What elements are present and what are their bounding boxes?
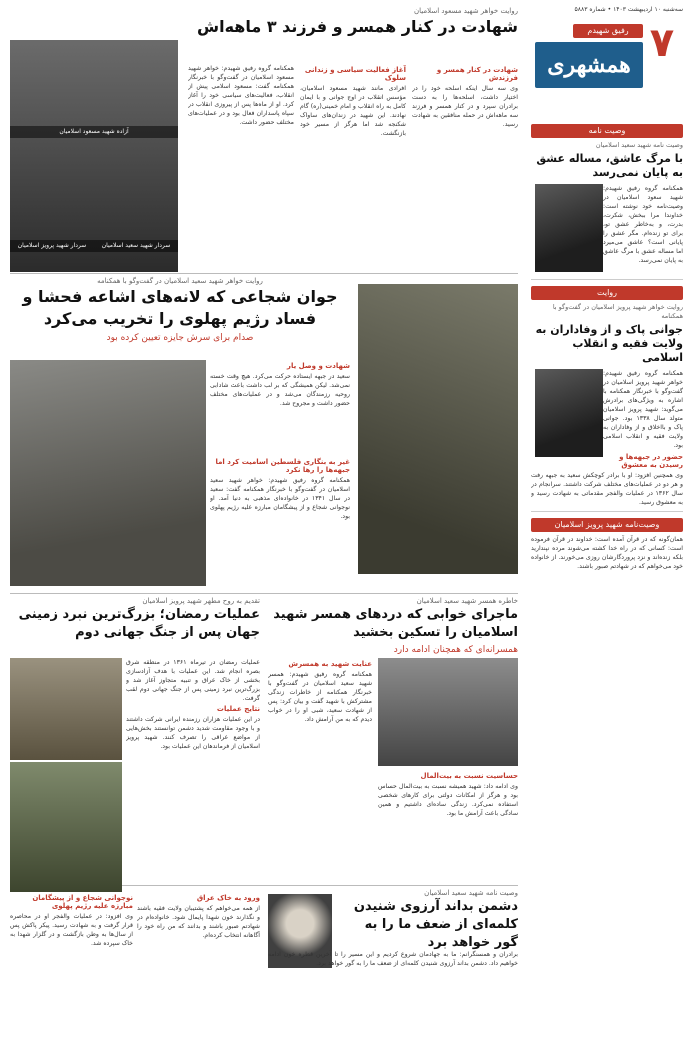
- article-ramadan: [10, 596, 260, 886]
- article-crosshead: عنایت شهید به همسرش: [288, 660, 372, 668]
- article-body: برادران و همسنگرانم: ما به جهادمان شروع کردیم و این مسیر را تا آخرین قطره خون ادامه خواهیم داد. دشمن بداند آرزوی شنیدن کلمه‌ای از ضعف ما را به گور خواهد برد.: [268, 951, 518, 967]
- article-row-three: [10, 596, 518, 886]
- article-kicker: وصیت نامه شهید سعید اسلامیان: [424, 889, 518, 897]
- article-subhead: همسرانه‌ای که همچنان ادامه دارد: [393, 645, 518, 655]
- article-headline: شهادت در کنار همسر و فرزند ۳ ماهه‌اش: [197, 17, 518, 36]
- article-body: وی سه سال اینکه اسلحه خود را در اختیار داشت، اسلحه‌ها را به دست برادران سپرد و در کنار همسر و فرزند سه ماهه‌اش در حمله منافقین به شهادت رسید.: [412, 85, 518, 128]
- article-body: همکنامه گروه رفیق شهیدم: همسر شهید سعید اسلامیان در گفت‌وگو با خبرنگار همکنامه از خاطرات زندگی مشترکش با شهید گفت و بیان کرد: پس از شهادت سعید، شبی او را در خواب دیدم که به من آرامش داد.: [268, 671, 372, 723]
- newspaper-logo: همشهری: [535, 42, 643, 88]
- prisoner-photo: [10, 360, 206, 586]
- section-tab: رفیق شهیدم: [573, 24, 643, 38]
- sidebar-text: همکنامه گروه رفیق شهیدم: شهید سعود اسلامیان در وصیت‌نامه خود نوشته است: خداوندا مرا ببخش، شکرت، بدرت، و به‌خاطر عشق تو، برای تو زنده‌ام. مگر عشق را پایانی است؟ عاشق می‌میرد اما مساله عشق با مرگ عاشق به پایان نمی‌رسد.: [603, 185, 683, 264]
- article-headline: دشمن بداند آرزوی شنیدن کلمه‌ای از ضعف ما را به گور خواهد برد: [353, 899, 518, 950]
- article-headline: جوان شجاعی که لانه‌های اشاعه فحشا و فساد رژیم پهلوی را تخریب می‌کرد: [22, 287, 338, 328]
- three-martyrs-photo: [10, 40, 178, 272]
- article-crosshead: شهادت و وصل یار: [286, 362, 350, 370]
- sidebar-text: همکنامه گروه رفیق شهیدم: خواهر شهید پرویز اسلامیان در گفت‌وگو با خبرنگار همکنامه با اشاره به ویژگی‌های برادرش می‌گوید: شهید پرویز اسلامیان متولد سال ۱۳۳۸ بود. جوانی پاک و بااخلاق و از وفاداران به ولایت فقیه و انقلاب اسلامی بود.: [603, 370, 683, 449]
- battle-photo: [10, 762, 122, 892]
- sidebar-text: همان‌گونه که در قرآن آمده است: خداوند در قرآن فرموده است: کسانی که در راه خدا کشته می‌شوند مرده نپندارید بلکه زنده‌اند و نزد پروردگارشان روزی می‌خورند. از خانواده خود می‌خواهم که در شهادتم صبور باشند.: [531, 536, 683, 570]
- article-body: در این عملیات هزاران رزمنده ایرانی شرکت داشتند و با وجود مقاومت شدید دشمن توانستند بخش‌هایی از مواضع عراقی را تصرف کنند. شهید پرویز اسلامیان از فرماندهان این عملیات بود.: [126, 716, 260, 750]
- martyr-portrait: [535, 369, 603, 457]
- article-kicker: تقدیم به روح مطهر شهید پرویز اسلامیان: [142, 597, 260, 605]
- photo-caption: سردار شهید پرویز اسلامیان: [10, 240, 94, 252]
- article-crosshead: حساسیت نسبت به بیت‌المال: [420, 772, 518, 780]
- article-crosshead: نتایج عملیات: [216, 705, 260, 713]
- article-subhead: صدام برای سرش جایزه تعیین کرده بود: [106, 333, 254, 343]
- article-body: از همه می‌خواهم که پشتیبان ولایت فقیه باشند و نگذارند خون شهدا پایمال شود. خانواده‌ام در شهادتم صبور باشند و بدانند که من راه خود را آگاهانه انتخاب کرده‌ام.: [137, 905, 260, 939]
- article-body: سعید در جبهه ایستاده حرکت می‌کرد. هیچ وقت خسته نمی‌شد. لیکن همیشگی که بر لب داشت باعث شادابی روحیه رزمندگان می‌شد و در عملیات‌های مختلف حضور داشت و مجروح شد.: [210, 373, 350, 407]
- article-brave-youth: [10, 276, 518, 594]
- article-body: عملیات رمضان در تیرماه ۱۳۶۱ در منطقه شرق بصره انجام شد. این عملیات با هدف آزادسازی بخشی از خاک عراق و تنبیه متجاوز آغاز شد و بزرگ‌ترین نبرد زمینی پس از جنگ جهانی دوم لقب گرفت.: [126, 659, 260, 702]
- article-dream: [268, 596, 518, 886]
- sidebar-block-will-1: [531, 124, 683, 280]
- sidebar-crosshead: حضور در جبهه‌ها و رسیدن به معشوق: [619, 453, 683, 469]
- sidebar-kicker: روایت خواهر شهید پرویز اسلامیان در گفت‌وگو با همکنامه: [552, 303, 683, 320]
- martyr-soldier-photo: [358, 284, 518, 574]
- sidebar-header: روایت: [531, 286, 683, 300]
- article-enemy-will: [10, 888, 518, 1032]
- martyr-portrait: [535, 184, 603, 272]
- article-crosshead: شهادت در کنار همسر و فرزندش: [436, 66, 518, 82]
- right-sidebar: [531, 124, 683, 1032]
- main-content: [10, 6, 518, 1032]
- sidebar-title: جوانی پاک و از وفاداران به ولایت فقیه و انقلاب اسلامی: [535, 323, 683, 364]
- article-kicker: روایت خواهر شهید سعید اسلامیان در گفت‌وگو با همکنامه: [97, 277, 263, 285]
- issue-date: سه‌شنبه ۱۰ اردیبهشت ۱۴۰۳ • شماره ۵۸۸۳: [574, 6, 683, 13]
- article-wife-and-child: [10, 6, 518, 274]
- article-crosshead: نوجوانی شجاع و از پیشگامان مبارزه علیه رژیم پهلوی: [32, 894, 133, 910]
- article-body: همکنامه گروه رفیق شهیدم: خواهر شهید مسعود اسلامیان در گفت‌وگو با خبرنگار همکنامه گفت: مسعود اسلامی پیش از انقلاب، فعالیت‌های سیاسی خود را آغاز کرد. او از ماه‌ها پس از پیروزی انقلاب در سپاه پاسداران فعال بود و در عملیات‌های مختلف حضور داشت.: [188, 65, 294, 126]
- sidebar-title: با مرگ عاشق، مساله عشق به پایان نمی‌رسد: [536, 152, 683, 179]
- article-crosshead: غیر به بنگاری فلسطین اسامیت کرد اما جبهه‌ها را رها نکرد: [215, 458, 350, 474]
- article-headline: ماجرای خوابی که دردهای همسر شهید اسلامیان را تسکین بخشید: [273, 607, 518, 640]
- article-body: وی افزود: در عملیات والفجر او در محاصره قرار گرفت و به شهادت رسید. پیکر پاکش پس از سال‌ها به وطن بازگشت و در گلزار شهدا به خاک سپرده شد.: [10, 913, 133, 947]
- article-crosshead: آغاز فعالیت سیاسی و زندانی سلوک: [304, 66, 406, 82]
- page-number: ۷: [649, 20, 675, 66]
- article-kicker: خاطره همسر شهید سعید اسلامیان: [416, 597, 518, 605]
- sidebar-block-will-2: [531, 518, 683, 575]
- article-headline: عملیات رمضان؛ بزرگ‌ترین نبرد زمینی جهان پس از جنگ جهانی دوم: [18, 607, 260, 640]
- photo-caption: آزاده شهید مسعود اسلامیان: [10, 126, 178, 138]
- sidebar-block-narrative: [531, 286, 683, 512]
- sidebar-kicker: وصیت نامه شهید سعید اسلامیان: [595, 141, 683, 149]
- sidebar-text: وی همچنین افزود: او با برادر کوچکش سعید به جبهه رفت و هر دو در عملیات‌های مختلف شرکت داشتند. سرانجام در سال ۱۳۶۲ در عملیات والفجر مقدماتی به شهادت رسید و به معشوق رسید.: [531, 472, 683, 506]
- sidebar-header: وصیت نامه: [531, 124, 683, 138]
- soldiers-group-photo: [10, 658, 122, 760]
- photo-caption: سردار شهید سعید اسلامیان: [94, 240, 178, 252]
- article-body: افرادی مانند شهید مسعود اسلامیان، مؤسس انقلاب در اوج جوانی و با ایمان کامل به راه انقلاب و امام خمینی(ره) گام نهادند. این شهید در زندان‌های ساواک شکنجه شد اما هرگز از مسیر خود بازنگشت.: [300, 85, 406, 137]
- wedding-photo: [378, 658, 518, 766]
- masthead: [531, 6, 683, 118]
- article-kicker: روایت خواهر شهید مسعود اسلامیان: [414, 7, 518, 15]
- article-body: وی ادامه داد: شهید همیشه نسبت به بیت‌المال حساس بود و هرگز از امکانات دولتی برای کارهای شخصی استفاده نمی‌کرد. زندگی ساده‌ای داشتیم و همین سادگی باعث آرامش ما بود.: [378, 783, 518, 817]
- sidebar-header: وصیت‌نامه شهید پرویز اسلامیان: [531, 518, 683, 532]
- article-body: همکنامه گروه رفیق شهیدم: خواهر شهید سعید اسلامیان در گفت‌وگو با خبرنگار همکنامه گفت: سعید در سال ۱۳۴۱ در خانواده‌ای مذهبی به دنیا آمد. او نوجوانی شجاع و از پیشگامان مبارزه علیه رژیم پهلوی بود.: [210, 477, 350, 520]
- article-crosshead: ورود به خاک عراق: [196, 894, 260, 902]
